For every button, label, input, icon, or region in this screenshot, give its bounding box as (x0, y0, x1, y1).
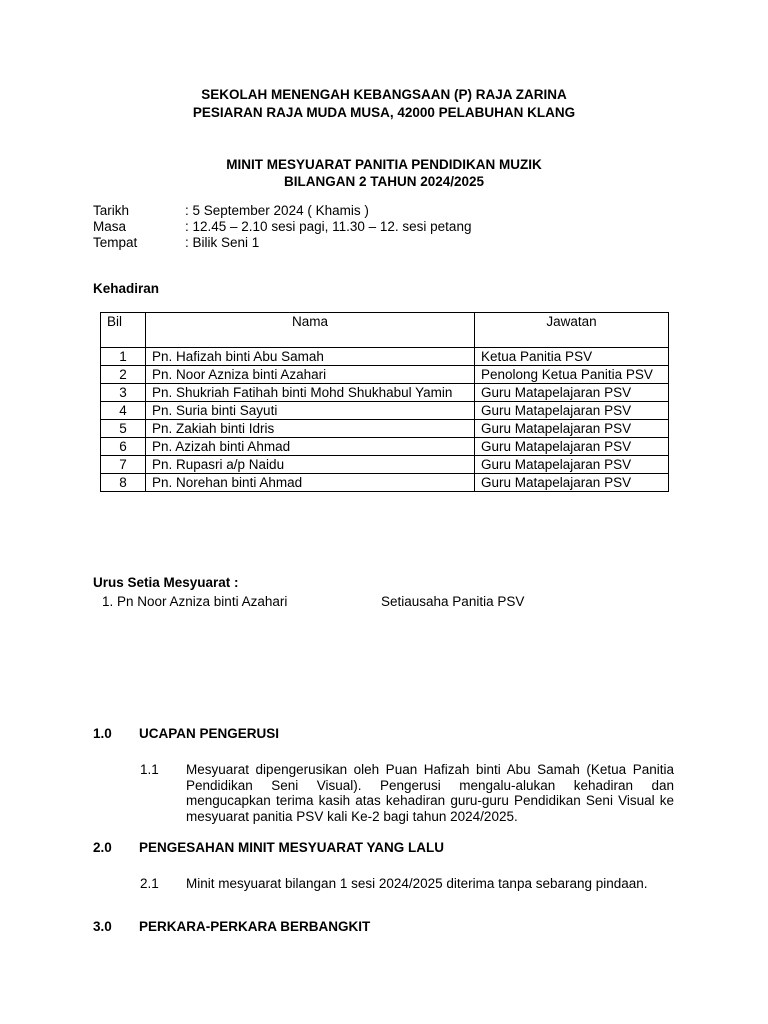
meta-label-tempat: Tempat (93, 235, 138, 250)
member-name: Pn. Azizah binti Ahmad (146, 438, 475, 456)
secretariat-name: Pn Noor Azniza binti Azahari (117, 594, 288, 609)
secretariat-heading: Urus Setia Mesyuarat : (93, 575, 239, 590)
table-row (101, 366, 669, 384)
table-row (101, 348, 669, 366)
row-number: 8 (101, 474, 146, 492)
member-position: Guru Matapelajaran PSV (475, 402, 669, 420)
table-row (101, 456, 669, 474)
section-number: 1.0 (93, 726, 112, 741)
section-title: UCAPAN PENGERUSI (139, 726, 280, 741)
member-name: Pn. Noor Azniza binti Azahari (146, 366, 475, 384)
school-address: PESIARAN RAJA MUDA MUSA, 42000 PELABUHAN KLANG (192, 105, 576, 120)
section-number: 2.0 (93, 840, 112, 855)
member-name: Pn. Shukriah Fatihah binti Mohd Shukhabul Yamin (146, 384, 475, 402)
attendance-heading: Kehadiran (93, 281, 160, 296)
table-header-row (101, 313, 669, 348)
member-position: Guru Matapelajaran PSV (475, 456, 669, 474)
member-position: Guru Matapelajaran PSV (475, 384, 669, 402)
member-name: Pn. Rupasri a/p Naidu (146, 456, 475, 474)
subsection-number: 2.1 (140, 876, 159, 891)
meta-value-masa: : 12.45 – 2.10 sesi pagi, 11.30 – 12. sesi petang (185, 219, 472, 234)
row-number: 4 (101, 402, 146, 420)
meta-label-masa: Masa (93, 219, 127, 234)
row-number: 2 (101, 366, 146, 384)
subsection-text: Minit mesyuarat bilangan 1 sesi 2024/2025 diterima tanpa sebarang pindaan. (186, 876, 648, 891)
member-position: Penolong Ketua Panitia PSV (475, 366, 669, 384)
document-subtitle: BILANGAN 2 TAHUN 2024/2025 (283, 174, 485, 189)
member-position: Guru Matapelajaran PSV (475, 474, 669, 492)
column-header-bil: Bil (101, 313, 146, 348)
table-row (101, 420, 669, 438)
row-number: 3 (101, 384, 146, 402)
member-position: Guru Matapelajaran PSV (475, 438, 669, 456)
attendance-table (100, 312, 669, 492)
table-row (101, 384, 669, 402)
secretariat-role: Setiausaha Panitia PSV (381, 594, 525, 609)
row-number: 6 (101, 438, 146, 456)
row-number: 1 (101, 348, 146, 366)
meta-value-tempat: : Bilik Seni 1 (185, 235, 260, 250)
school-name: SEKOLAH MENENGAH KEBANGSAAN (P) RAJA ZARINA (201, 87, 567, 102)
table-row (101, 402, 669, 420)
row-number: 7 (101, 456, 146, 474)
meta-value-tarikh: : 5 September 2024 ( Khamis ) (185, 203, 369, 218)
member-name: Pn. Suria binti Sayuti (146, 402, 475, 420)
member-name: Pn. Norehan binti Ahmad (146, 474, 475, 492)
section-number: 3.0 (93, 919, 112, 934)
column-header-jawatan: Jawatan (475, 313, 669, 348)
meta-label-tarikh: Tarikh (93, 203, 130, 218)
row-number: 5 (101, 420, 146, 438)
member-name: Pn. Hafizah binti Abu Samah (146, 348, 475, 366)
subsection-number: 1.1 (140, 762, 159, 777)
member-name: Pn. Zakiah binti Idris (146, 420, 475, 438)
column-header-nama: Nama (146, 313, 475, 348)
table-row (101, 438, 669, 456)
table-row (101, 474, 669, 492)
document-title: MINIT MESYUARAT PANITIA PENDIDIKAN MUZIK (226, 157, 542, 172)
subsection-text: Mesyuarat dipengerusikan oleh Puan Hafizah binti Abu Samah (Ketua Panitia Pendidikan Seni Visual). Pengerusi mengalu-alukan kehadiran dan mengucapkan terima kasih atas kehadiran guru-guru Pendidikan Seni Visual ke mesyuarat panitia PSV kali Ke-2 bagi tahun 2024/2025. (186, 762, 674, 824)
member-position: Guru Matapelajaran PSV (475, 420, 669, 438)
section-title: PERKARA-PERKARA BERBANGKIT (139, 919, 371, 934)
section-title: PENGESAHAN MINIT MESYUARAT YANG LALU (139, 840, 445, 855)
member-position: Ketua Panitia PSV (475, 348, 669, 366)
secretariat-item-number: 1. (102, 594, 114, 609)
